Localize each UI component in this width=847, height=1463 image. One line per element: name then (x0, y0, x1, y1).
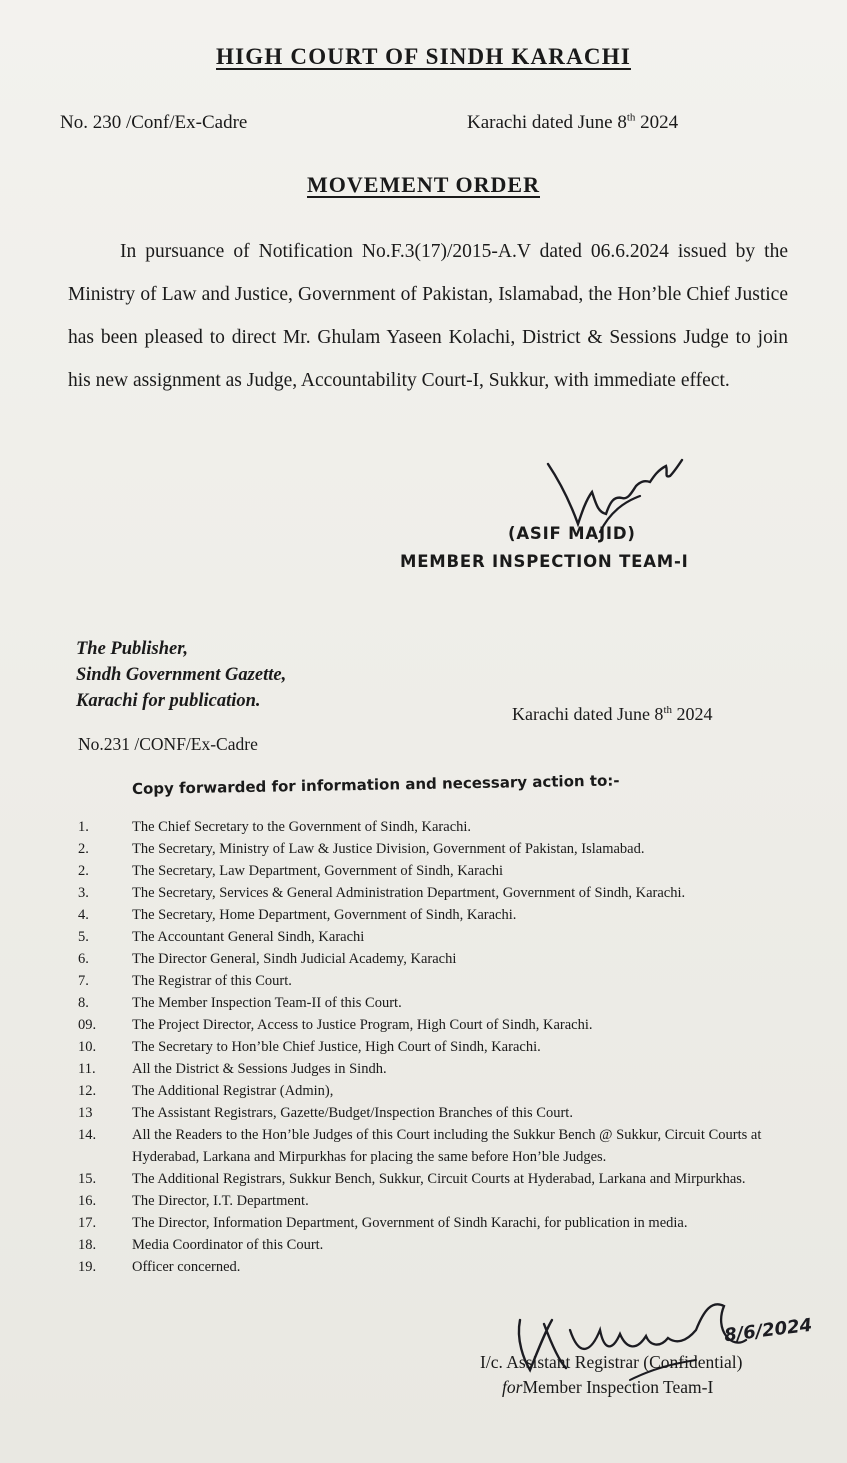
list-item-text: The Secretary, Law Department, Government of Sindh, Karachi (132, 863, 504, 879)
list-item-number: 12. (78, 1083, 97, 1099)
reference-number: No. 230 /Conf/Ex-Cadre (60, 112, 248, 133)
list-item-text: The Registrar of this Court. (132, 973, 292, 989)
footer-for-line: forMember Inspection Team-I (502, 1377, 714, 1397)
signatory-name: (ASIF MAJID) (508, 524, 636, 543)
list-item (78, 860, 813, 882)
list-item (78, 1080, 813, 1102)
publisher-address (76, 636, 286, 714)
list-item (78, 1102, 813, 1124)
order-body: In pursuance of Notification No.F.3(17)/2015-A.V dated 06.6.2024 issued by the Ministry of Law and Justice, Government of Pakistan, Islamabad, the Hon’ble Chief Justice has been pleased to direct Mr. Ghulam Yaseen Kolachi, District & Sessions Judge to join his new assignment as Judge, Accountability Court-I, Sukkur, with immediate effect. (68, 241, 788, 391)
handwritten-date: 8/6/2024 (723, 1314, 814, 1347)
list-item-text: The Additional Registrars, Sukkur Bench, Sukkur, Circuit Courts at Hyderabad, Larkana and Mirpurkhas. (132, 1171, 746, 1187)
list-item-text: The Secretary, Ministry of Law & Justice Division, Government of Pakistan, Islamabad. (132, 841, 645, 857)
list-item-number: 8. (78, 995, 89, 1011)
list-item (78, 882, 813, 904)
list-item-number: 17. (78, 1215, 97, 1231)
list-item-number: 09. (78, 1017, 97, 1033)
list-item (78, 1168, 813, 1190)
list-item (78, 1256, 813, 1278)
court-name-heading: HIGH COURT OF SINDH KARACHI (216, 44, 631, 69)
list-item-text: All the District & Sessions Judges in Sindh. (132, 1061, 387, 1077)
list-item-number: 18. (78, 1237, 97, 1253)
list-item (78, 1036, 813, 1058)
copy-date: Karachi dated June 8th 2024 (512, 704, 713, 724)
list-item-number: 6. (78, 951, 89, 967)
copy-forwarded-heading: Copy forwarded for information and necessary action to:- (131, 771, 620, 798)
list-item (78, 948, 813, 970)
list-item-text: The Project Director, Access to Justice Program, High Court of Sindh, Karachi. (132, 1017, 593, 1033)
footer-designation: I/c. Assistant Registrar (Confidential) (480, 1352, 743, 1372)
list-item-number: 13 (78, 1105, 93, 1121)
list-item (78, 970, 813, 992)
list-item-text: The Accountant General Sindh, Karachi (132, 929, 365, 945)
list-item-text: The Member Inspection Team-II of this Court. (132, 995, 402, 1011)
list-item-number: 1. (78, 819, 89, 835)
list-item-number: 7. (78, 973, 89, 989)
order-title: MOVEMENT ORDER (307, 172, 540, 197)
signatory-designation: MEMBER INSPECTION TEAM-I (400, 552, 689, 571)
list-item (78, 1190, 813, 1212)
list-item-text: The Secretary, Home Department, Government of Sindh, Karachi. (132, 907, 517, 923)
list-item-number: 2. (78, 841, 89, 857)
copy-reference-number: No.231 /CONF/Ex-Cadre (78, 734, 258, 754)
list-item-number: 19. (78, 1259, 97, 1275)
list-item (78, 992, 813, 1014)
list-item-text: The Assistant Registrars, Gazette/Budget/Inspection Branches of this Court. (132, 1105, 573, 1121)
list-item-text: Officer concerned. (132, 1259, 241, 1275)
list-item (78, 1124, 813, 1168)
list-item-number: 16. (78, 1193, 97, 1209)
list-item-text: The Secretary, Services & General Administration Department, Government of Sindh, Karachi. (132, 885, 686, 901)
list-item-number: 14. (78, 1127, 97, 1143)
list-item-text: The Director, I.T. Department. (132, 1193, 309, 1209)
list-item (78, 816, 813, 838)
list-item-number: 3. (78, 885, 89, 901)
list-item-text: The Chief Secretary to the Government of Sindh, Karachi. (132, 819, 472, 835)
list-item (78, 1234, 813, 1256)
recipient-list (78, 816, 813, 1278)
list-item-text: The Additional Registrar (Admin), (132, 1083, 334, 1099)
publisher-line: Sindh Government Gazette, (76, 665, 287, 685)
list-item-text: The Secretary to Hon’ble Chief Justice, High Court of Sindh, Karachi. (132, 1039, 541, 1055)
list-item (78, 1058, 813, 1080)
list-item (78, 838, 813, 860)
order-date: Karachi dated June 8th 2024 (467, 111, 679, 133)
list-item-number: 15. (78, 1171, 97, 1187)
list-item-text: The Director General, Sindh Judicial Academy, Karachi (132, 951, 457, 967)
publisher-line: Karachi for publication. (76, 691, 261, 711)
list-item (78, 904, 813, 926)
list-item-text: The Director, Information Department, Government of Sindh Karachi, for publication in media. (132, 1215, 688, 1231)
publisher-line: The Publisher, (76, 639, 189, 659)
list-item (78, 1014, 813, 1036)
list-item-number: 5. (78, 929, 89, 945)
list-item-number: 4. (78, 907, 89, 923)
list-item-number: 2. (78, 863, 89, 879)
list-item-text: Media Coordinator of this Court. (132, 1237, 324, 1253)
list-item (78, 1212, 813, 1234)
list-item (78, 926, 813, 948)
list-item-number: 10. (78, 1039, 97, 1055)
list-item-number: 11. (78, 1061, 96, 1077)
list-item-text: All the Readers to the Hon’ble Judges of this Court including the Sukkur Bench @ Sukkur, Circuit Courts at Hyderabad, Larkana and Mirpurkhas for placing the same before Hon’ble Judges. (132, 1127, 762, 1165)
